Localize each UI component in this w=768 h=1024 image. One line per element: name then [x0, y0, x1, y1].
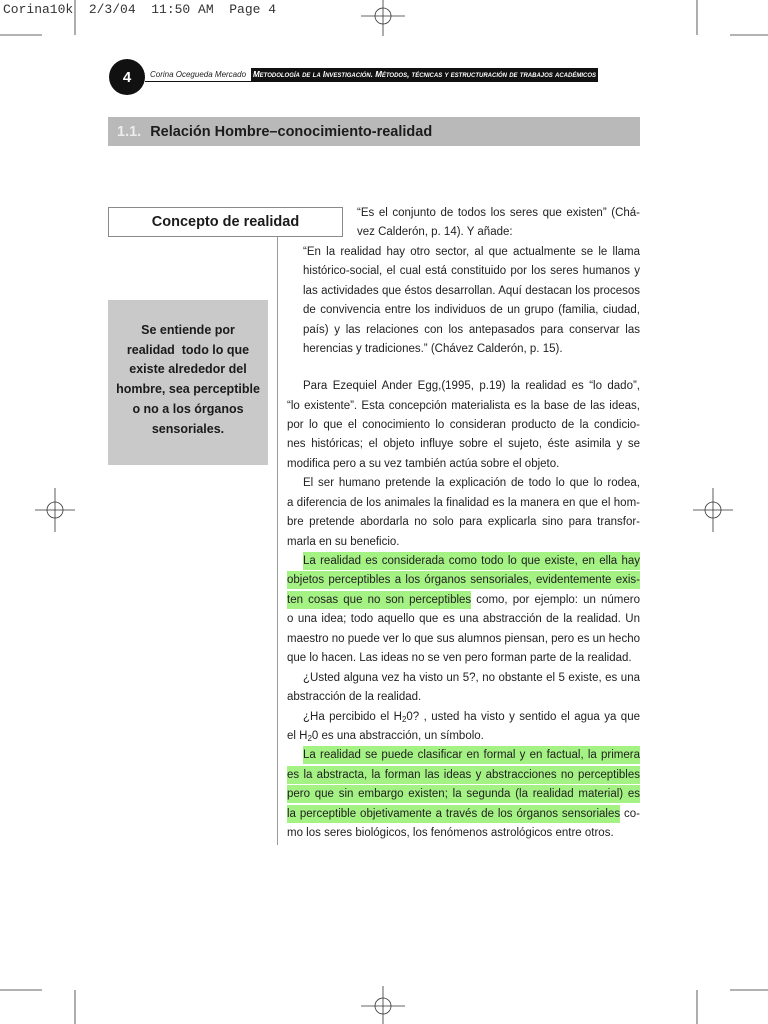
- text-line: abstracción de la realidad.: [287, 691, 422, 704]
- block-quote: [287, 243, 640, 360]
- sidebar-line: realidad todo lo que: [126, 342, 250, 357]
- highlighted-text: ten cosas que no son perceptibles: [287, 591, 471, 609]
- section-title: Relación Hombre–conocimiento-realidad: [150, 123, 433, 140]
- column-divider: [277, 237, 278, 845]
- text-line: marla en su beneficio.: [287, 535, 400, 548]
- sidebar-line: o no a los órganos: [132, 401, 244, 416]
- sidebar-line: hombre, sea perceptible: [116, 382, 260, 397]
- text-line: “lo existente”. Esta concepción materialista es la base de las ideas,: [287, 399, 640, 412]
- text-line: de convivencia entre los individuos de un grupo (familia, ciudad,: [303, 304, 640, 317]
- subscript: 2: [307, 733, 312, 743]
- text-line: maestro no puede ver lo que sus alumnos piensan, pero es un hecho: [287, 632, 640, 645]
- text-line: por lo que el conocimiento lo consideran producto de la condicio-: [287, 418, 640, 431]
- subscript: 2: [401, 714, 407, 724]
- crop-mark-bottom-right: [697, 990, 768, 1024]
- text-line: o una idea; todo aquello que es una abstracción de la realidad. Un: [287, 613, 640, 626]
- section-number: 1.1.: [117, 123, 142, 140]
- text-line: [287, 727, 640, 746]
- paragraph: [287, 377, 640, 474]
- text-segment: el H: [287, 729, 308, 742]
- paragraph: [287, 552, 640, 669]
- text-line: [287, 785, 640, 804]
- highlighted-text: La realidad se puede clasificar en formal y en factual, la primera: [303, 746, 640, 764]
- registration-mark-bottom: [361, 986, 405, 1024]
- concept-label-box: Concepto de realidad: [108, 207, 343, 237]
- text-line: nes históricas; el objeto influye sobre el sujeto, éste asimila y se: [287, 438, 640, 451]
- registration-mark-top: [361, 0, 405, 36]
- print-slug: Corina10k 2/3/04 11:50 AM Page 4: [3, 2, 277, 17]
- paragraph: [287, 746, 640, 843]
- text-line: modifica pero a su vez también actúa sobre el objeto.: [287, 457, 560, 470]
- text-line: ¿Usted alguna vez ha visto un 5?, no obstante el 5 existe, es una: [303, 671, 640, 684]
- text-segment: co-: [620, 807, 640, 820]
- sidebar-line: Se entiende por: [141, 323, 235, 337]
- running-header-author: Corina Ocegueda Mercado: [145, 69, 251, 82]
- text-line: país) y las relaciones con los antepasados para conservar las: [303, 323, 640, 336]
- highlighted-text: La realidad es considerada como todo lo que existe, en ella hay: [303, 552, 640, 570]
- text-line: histórico-social, el cual está constituido por los seres humanos y: [303, 265, 640, 278]
- highlighted-text: la perceptible objetivamente a través de los órganos sensoriales: [287, 805, 620, 823]
- registration-mark-left: [35, 488, 75, 532]
- text-line: mo los seres biológicos, los fenómenos astrológicos entre otros.: [287, 827, 614, 840]
- text-segment: ¿Ha percibido el H: [303, 710, 402, 723]
- text-line: [287, 591, 640, 610]
- highlighted-text: pero que sin embargo existen; la segunda (la realidad material) es: [287, 785, 640, 803]
- running-header-book-title: Metodología de la Investigación. Métodos, técnicas y estructuración de trabajos académicos: [251, 68, 598, 82]
- paragraph: [287, 708, 640, 747]
- text-line: a diferencia de los animales la finalidad es la manera en que el hom-: [287, 496, 640, 509]
- highlighted-text: objetos perceptibles a los órganos sensoriales, evidentemente exis-: [287, 571, 640, 589]
- text-line: [287, 766, 640, 785]
- paragraph: [287, 474, 640, 552]
- text-segment: 0? , usted ha visto y sentido el agua ya que: [406, 710, 640, 723]
- text-line: [287, 708, 640, 727]
- text-line: “Es el conjunto de todos los seres que existen” (Chá-: [357, 207, 640, 219]
- text-line: las actividades que éstos desarrollan. Aquí destacan los procesos: [303, 284, 640, 297]
- crop-mark-top-right: [697, 0, 768, 35]
- section-heading: [108, 117, 640, 146]
- text-line: Para Ezequiel Ander Egg,(1995, p.19) la realidad es “lo dado”,: [303, 380, 640, 393]
- crop-mark-bottom-left: [0, 990, 75, 1024]
- text-line: El ser humano pretende la explicación de todo lo que lo rodea,: [303, 477, 640, 490]
- sidebar-line: existe alrededor del: [129, 362, 247, 377]
- text-segment: como, por ejemplo: un número: [471, 593, 640, 606]
- text-segment: 0 es una abstracción, un símbolo.: [311, 729, 484, 742]
- text-line: “En la realidad hay otro sector, al que actualmente se le llama: [303, 245, 640, 258]
- paragraph: [287, 669, 640, 708]
- text-line: [287, 552, 640, 571]
- paragraph-intro: [287, 204, 640, 243]
- body-text-column: [287, 204, 640, 844]
- definition-sidebar-box: [108, 300, 268, 465]
- text-line: [287, 571, 640, 590]
- text-line: herencias y tradiciones.” (Chávez Calderón, p. 15).: [303, 343, 563, 356]
- text-line: [287, 746, 640, 765]
- text-line: bre pretende abordarla no solo para explicarla sino para transfor-: [287, 516, 640, 529]
- text-line: que lo hacen. Las ideas no se ven pero forman parte de la realidad.: [287, 652, 632, 665]
- registration-mark-right: [693, 488, 733, 532]
- text-line: [287, 805, 640, 824]
- page-number-badge: 4: [109, 59, 145, 95]
- text-line: vez Calderón, p. 14). Y añade:: [357, 226, 513, 239]
- sidebar-line: sensoriales.: [151, 421, 225, 436]
- highlighted-text: es la abstracta, la forman las ideas y abstracciones no perceptibles: [287, 766, 640, 784]
